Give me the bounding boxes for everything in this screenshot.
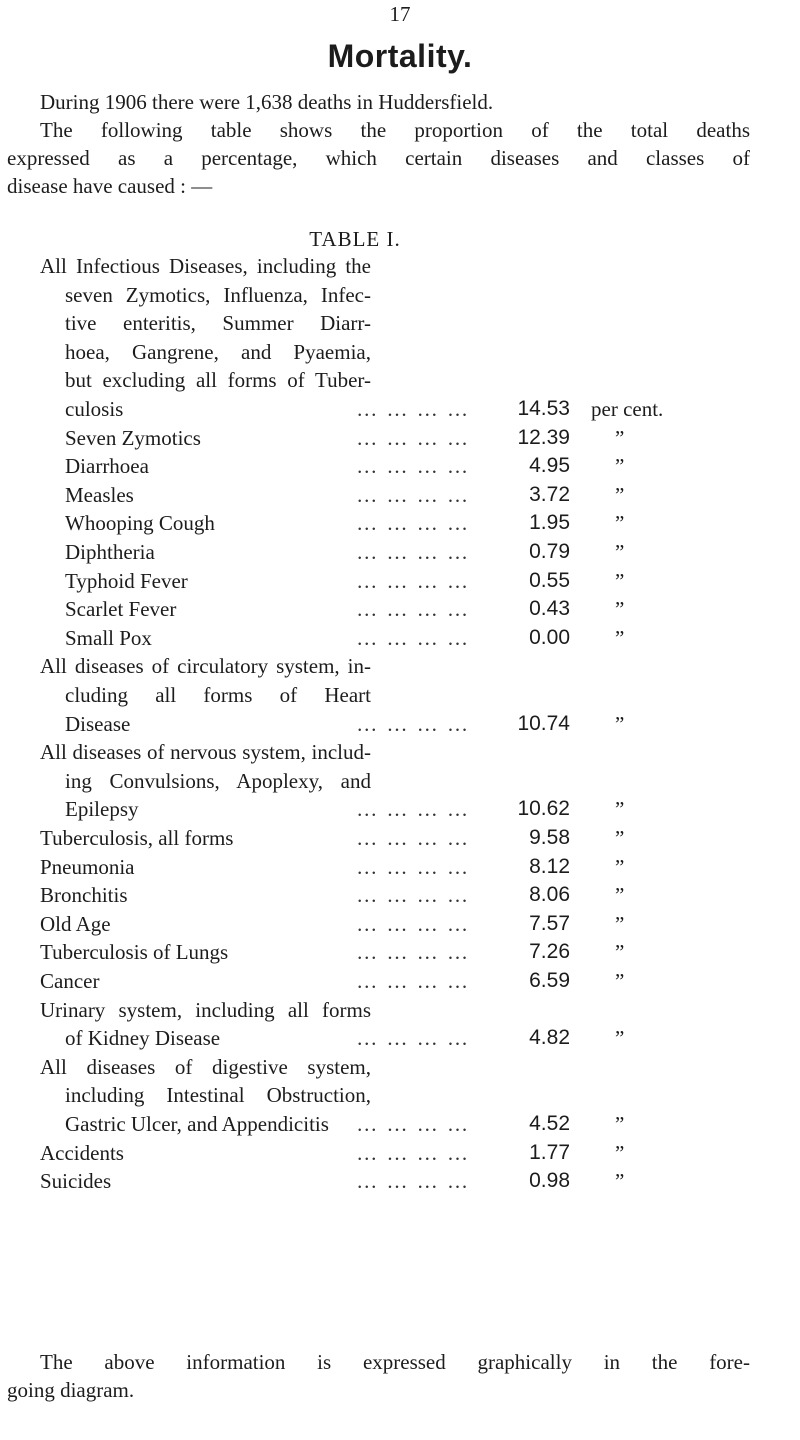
ditto-mark: ” [615,568,625,593]
table-row [0,595,800,624]
leader-dots: … … … … [356,625,470,650]
row-label: of Kidney Disease [65,1026,221,1051]
row-label: Disease [65,711,131,736]
row-label: All Infectious Diseases, including the [40,254,371,278]
leader-dots: … … … … [356,568,470,593]
ditto-mark: ” [615,711,625,736]
leader-dots: … … … … [356,597,470,622]
row-label: Bronchitis [40,883,128,908]
row-label: Cancer [40,969,100,993]
ditto-mark: ” [615,597,625,622]
percentage-value: 0.98 [529,1169,570,1193]
leader-dots: … … … … [356,826,470,850]
ditto-mark: ” [615,482,625,507]
percentage-value: 0.00 [529,625,570,649]
table-row [0,509,800,538]
percentage-value: 8.12 [529,854,570,878]
closing-line: going diagram. [7,1378,135,1402]
row-label: Pneumonia [40,854,135,879]
row-label: Diphtheria [65,540,155,564]
percentage-value: 0.55 [529,568,570,592]
leader-dots: … … … … [356,797,470,822]
table-row [0,853,800,882]
table-row [0,252,800,424]
ditto-mark: ” [615,1169,625,1194]
percentage-value: 4.95 [529,454,570,478]
ditto-mark: ” [615,425,625,450]
percentage-value: 1.77 [529,1140,570,1164]
row-label: culosis [65,397,124,421]
table-row [0,910,800,939]
ditto-mark: ” [615,540,625,564]
percentage-value: 10.74 [517,711,570,735]
row-label: Whooping Cough [65,511,215,536]
table-row [0,738,800,824]
row-label: All diseases of circulatory system, in- [40,654,371,679]
row-label: including Intestinal Obstruction, [65,1083,371,1108]
table-row [0,881,800,910]
leader-dots: … … … … [356,940,470,965]
percentage-value: 1.95 [529,511,570,535]
row-label: Scarlet Fever [65,597,177,622]
ditto-mark: ” [615,911,625,936]
closing-line: The above information is expressed graphically in the fore- [40,1350,750,1374]
ditto-mark: ” [615,511,625,536]
leader-dots: … … … … [356,1140,470,1165]
row-label: Seven Zymotics [65,425,201,450]
ditto-mark: ” [615,883,625,908]
row-label: Measles [65,482,134,507]
leader-dots: … … … … [356,1111,470,1136]
row-label: tive enteritis, Summer Diarr- [65,311,371,336]
unit-label: per cent. [591,397,664,421]
ditto-mark: ” [615,454,625,479]
intro-line: During 1906 there were 1,638 deaths in Huddersfield. [40,90,494,114]
leader-dots: … … … … [356,540,470,564]
percentage-value: 0.79 [529,540,570,563]
row-label: All diseases of digestive system, [40,1054,371,1079]
row-label: Gastric Ulcer, and Appendicitis [65,1111,329,1136]
leader-dots: … … … … [356,883,470,908]
ditto-mark: ” [615,1026,625,1051]
page-title: Mortality. [327,38,473,74]
leader-dots: … … … … [356,425,470,450]
row-label: All diseases of nervous system, includ- [40,740,371,765]
table-row [0,538,800,567]
table-row [0,424,800,453]
intro-line: expressed as a percentage, which certain diseases and classes of [7,146,750,170]
row-label: Accidents [40,1140,124,1165]
table-row [0,567,800,596]
ditto-mark: ” [615,940,625,965]
percentage-value: 7.26 [529,940,570,964]
row-label: Epilepsy [65,797,139,822]
intro-line: disease have caused : — [7,174,213,198]
table-title: TABLE I. [309,227,401,251]
table-row [0,1139,800,1168]
ditto-mark: ” [615,854,625,879]
percentage-value: 10.62 [517,797,570,821]
percentage-value: 3.72 [529,482,570,506]
table-row [0,996,800,1053]
table-row [0,938,800,967]
intro-line: The following table shows the proportion of the total deaths [40,118,750,142]
row-label: hoea, Gangrene, and Pyaemia, [65,339,371,364]
row-label: but excluding all forms of Tuber- [65,368,371,393]
leader-dots: … … … … [356,454,470,479]
percentage-value: 4.82 [529,1026,570,1050]
table-row [0,1167,800,1196]
table-row [0,1053,800,1139]
table-row [0,624,800,653]
leader-dots: … … … … [356,854,470,879]
leader-dots: … … … … [356,1169,470,1194]
percentage-value: 12.39 [517,425,570,449]
leader-dots: … … … … [356,969,470,993]
percentage-value: 7.57 [529,911,570,935]
leader-dots: … … … … [356,482,470,507]
table-row [0,824,800,853]
ditto-mark: ” [615,1111,625,1136]
ditto-mark: ” [615,969,625,993]
row-label: ing Convulsions, Apoplexy, and [65,768,371,793]
table-row [0,452,800,481]
leader-dots: … … … … [356,711,470,736]
row-label: Tuberculosis of Lungs [40,940,229,965]
row-label: Typhoid Fever [65,568,188,593]
row-label: cluding all forms of Heart [65,682,371,707]
leader-dots: … … … … [356,911,470,936]
percentage-value: 14.53 [517,397,570,420]
table-row [0,652,800,738]
table-row [0,481,800,510]
percentage-value: 8.06 [529,883,570,907]
percentage-value: 0.43 [529,597,570,621]
row-label: Suicides [40,1169,112,1194]
leader-dots: … … … … [356,397,470,421]
percentage-value: 6.59 [529,969,570,992]
row-label: Small Pox [65,625,152,650]
row-label: Diarrhoea [65,454,149,479]
percentage-value: 9.58 [529,826,570,849]
row-label: Urinary system, including all forms [40,997,371,1022]
page-number: 17 [389,2,411,26]
leader-dots: … … … … [356,1026,470,1051]
row-label: Old Age [40,911,111,936]
table-row [0,967,800,996]
leader-dots: … … … … [356,511,470,536]
row-label: seven Zymotics, Influenza, Infec- [65,282,371,307]
ditto-mark: ” [615,826,625,850]
row-label: Tuberculosis, all forms [40,826,234,850]
ditto-mark: ” [615,797,625,822]
ditto-mark: ” [615,625,625,650]
percentage-value: 4.52 [529,1111,570,1135]
ditto-mark: ” [615,1140,625,1165]
